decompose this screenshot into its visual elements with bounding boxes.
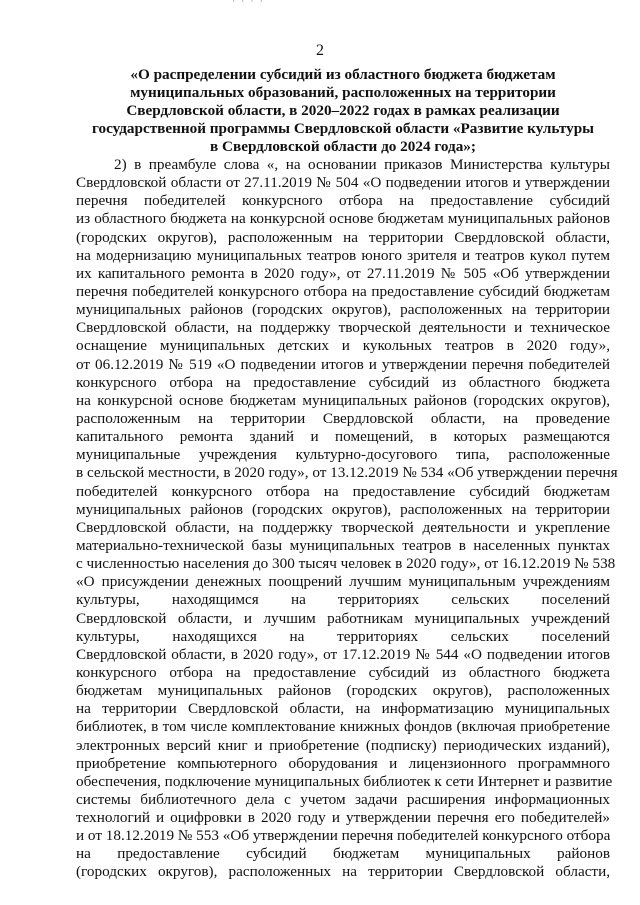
text-line: «О присуждении денежных поощрений лучшим муниципальным учреждениям bbox=[76, 573, 610, 591]
text-line: технологий и оцифровки в 2020 году и утверждении перечня его победителей» bbox=[76, 809, 610, 827]
text-line: в сельской местности, в 2020 году», от 13.12.2019 № 534 «Об утверждении перечня bbox=[76, 464, 618, 482]
title-line: «О распределении субсидий из областного бюджета бюджетам bbox=[130, 66, 556, 83]
text-line: на конкурсной основе бюджетам муниципальных районов (городских округов), bbox=[76, 391, 610, 409]
text-line: системы библиотечного дела с учетом задачи расширения информационных bbox=[76, 790, 610, 808]
text-line: материально-технической базы муниципальных театров в населенных пунктах bbox=[76, 536, 610, 554]
text-line: победителей конкурсного отбора на предоставление субсидий бюджетам bbox=[76, 482, 610, 500]
title-line: государственной программы Свердловской области «Развитие культуры bbox=[91, 120, 595, 137]
body-paragraph bbox=[76, 156, 618, 882]
scan-artifact: · · · · bbox=[232, 0, 265, 6]
text-line: бюджетам муниципальных районов (городских округов), расположенных bbox=[76, 682, 610, 700]
text-line: расположенным на территории Свердловской области, на проведение bbox=[76, 409, 610, 427]
page-number: 2 bbox=[316, 42, 324, 59]
text-line: перечня победителей конкурсного отбора на предоставление субсидий bbox=[76, 192, 610, 210]
text-line: капитального ремонта зданий и помещений, в которых размещаются bbox=[76, 428, 610, 446]
title-line: в Свердловской области до 2024 года»; bbox=[210, 138, 476, 155]
text-line: библиотек, в том числе комплектование книжных фондов (включая приобретение bbox=[76, 718, 610, 736]
text-line: обеспечения, подключение муниципальных библиотек к сети Интернет и развитие bbox=[76, 772, 613, 790]
text-line: конкурсного отбора на предоставление субсидий из областного бюджета bbox=[76, 663, 610, 681]
text-line: Свердловской области от 27.11.2019 № 504 «О подведении итогов и утверждении bbox=[76, 174, 610, 192]
text-line: 2) в преамбуле слова «, на основании приказов Министерства культуры bbox=[114, 156, 610, 173]
text-line: электронных версий книг и приобретение (подписку) периодических изданий), bbox=[76, 736, 610, 754]
text-line: перечня победителей конкурсного отбора на предоставление субсидий бюджетам bbox=[76, 282, 610, 300]
text-line: на модернизацию муниципальных театров юного зрителя и театров кукол путем bbox=[76, 246, 610, 264]
text-line: из областного бюджета на конкурсной основе бюджетам муниципальных районов bbox=[76, 210, 610, 228]
text-line: от 06.12.2019 № 519 «О подведении итогов и утверждении перечня победителей bbox=[76, 355, 610, 373]
text-line: муниципальных районов (городских округов), расположенных на территории bbox=[76, 301, 610, 319]
text-line: Свердловской области, на поддержку творческой деятельности и техническое bbox=[76, 319, 610, 337]
text-line: конкурсного отбора на предоставление субсидий из областного бюджета bbox=[76, 373, 610, 391]
text-line: с численностью населения до 300 тысяч человек в 2020 году», от 16.12.2019 № 538 bbox=[76, 555, 616, 573]
text-line: культуры, находящихся на территориях сельских поселений bbox=[76, 627, 610, 645]
text-line: муниципальных районов (городских округов), расположенных на территории bbox=[76, 500, 610, 518]
text-line: (городских округов), расположенных на территории Свердловской области, bbox=[76, 863, 610, 881]
text-line: на предоставление субсидий бюджетам муниципальных районов bbox=[76, 845, 610, 863]
text-line: Свердловской области, в 2020 году», от 17.12.2019 № 544 «О подведении итогов bbox=[76, 645, 610, 663]
text-line: на территории Свердловской области, на информатизацию муниципальных bbox=[76, 700, 610, 718]
text-line: приобретение компьютерного оборудования и лицензионного программного bbox=[76, 754, 610, 772]
title-line: муниципальных образований, расположенных на территории bbox=[130, 84, 556, 101]
text-line: муниципальные учреждения культурно-досугового типа, расположенные bbox=[76, 446, 610, 464]
text-line: их капитального ремонта в 2020 году», от 27.11.2019 № 505 «Об утверждении bbox=[76, 264, 610, 282]
document-title bbox=[76, 66, 610, 156]
text-line: Свердловской области, и лучшим работникам муниципальных учреждений bbox=[76, 609, 610, 627]
text-line: культуры, находящимся на территориях сельских поселений bbox=[76, 591, 610, 609]
text-line: оснащение муниципальных детских и кукольных театров в 2020 году», bbox=[76, 337, 610, 355]
text-line: (городских округов), расположенным на территории Свердловской области, bbox=[76, 228, 610, 246]
text-line: и от 18.12.2019 № 553 «Об утверждении перечня победителей конкурсного отбора bbox=[76, 827, 611, 845]
text-line: Свердловской области, на поддержку творческой деятельности и укрепление bbox=[76, 518, 610, 536]
title-line: Свердловской области, в 2020–2022 годах в рамках реализации bbox=[126, 102, 560, 119]
